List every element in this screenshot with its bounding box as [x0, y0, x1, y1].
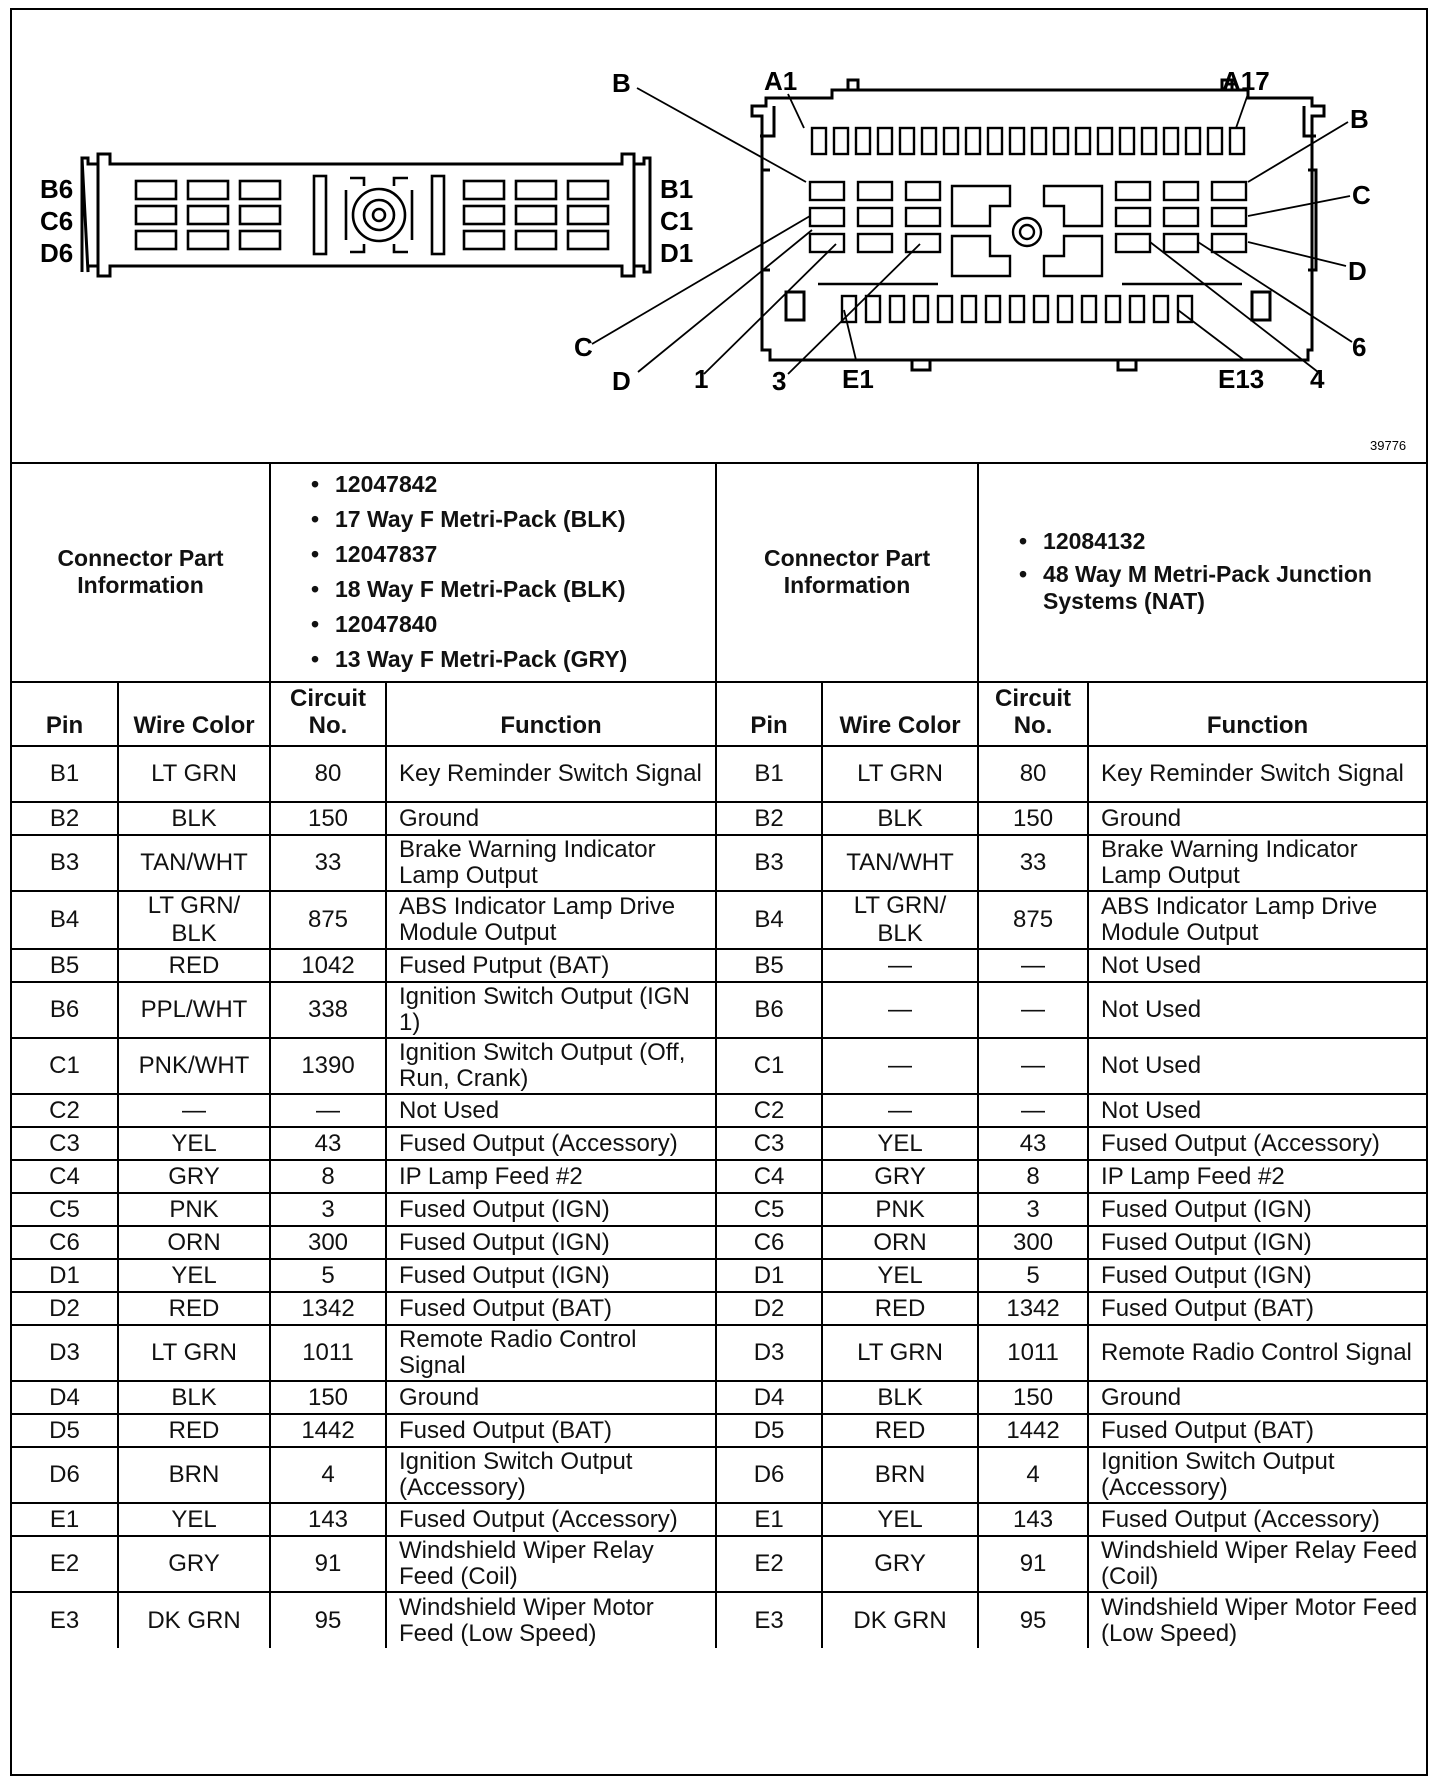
wire-color-cell: —	[118, 1094, 270, 1127]
connector-info-item: • 12047837	[335, 537, 707, 572]
connector-sheet	[10, 8, 1428, 1776]
wire-color-cell: GRY	[118, 1160, 270, 1193]
wire-color-cell: PNK	[822, 1193, 978, 1226]
table-row	[12, 1259, 1426, 1292]
wire-color-cell: —	[822, 1038, 978, 1094]
function-cell: Ground	[386, 802, 716, 835]
wire-color-cell: BRN	[822, 1447, 978, 1503]
wire-color-cell: BLK	[118, 1381, 270, 1414]
circuit-no-cell: 875	[978, 891, 1088, 949]
circuit-no-cell: 95	[270, 1592, 386, 1648]
pin-cell: C5	[716, 1193, 822, 1226]
pin-cell: B5	[716, 949, 822, 982]
table-row	[12, 835, 1426, 891]
pin-cell: B2	[12, 802, 118, 835]
function-cell: Brake Warning Indicator Lamp Output	[1088, 835, 1426, 891]
function-cell: Ground	[386, 1381, 716, 1414]
wire-color-cell: YEL	[118, 1127, 270, 1160]
pin-cell: D3	[12, 1325, 118, 1381]
wire-color-cell: GRY	[822, 1536, 978, 1592]
pin-cell: E1	[12, 1503, 118, 1536]
wire-color-cell: DK GRN	[822, 1592, 978, 1648]
wire-color-cell: —	[822, 949, 978, 982]
wire-color-cell: BLK	[118, 802, 270, 835]
table-row	[12, 1536, 1426, 1592]
function-cell: Key Reminder Switch Signal	[386, 746, 716, 802]
right-label-4: 4	[1310, 364, 1325, 394]
wire-color-cell: LT GRN/ BLK	[822, 891, 978, 949]
wire-color-cell: PPL/WHT	[118, 982, 270, 1038]
pin-cell: D5	[716, 1414, 822, 1447]
left-label-c1: C1	[660, 206, 694, 236]
circuit-no-cell: 150	[270, 802, 386, 835]
circuit-no-cell: 150	[978, 802, 1088, 835]
function-cell: Not Used	[1088, 1094, 1426, 1127]
circuit-no-cell: 300	[270, 1226, 386, 1259]
pin-cell: D2	[12, 1292, 118, 1325]
wire-color-cell: YEL	[822, 1127, 978, 1160]
circuit-no-cell: 80	[270, 746, 386, 802]
pin-cell: C2	[12, 1094, 118, 1127]
pinout-table	[12, 462, 1426, 1648]
pin-cell: C2	[716, 1094, 822, 1127]
pin-cell: D6	[716, 1447, 822, 1503]
pin-cell: D4	[716, 1381, 822, 1414]
wire-color-cell: ORN	[118, 1226, 270, 1259]
circuit-no-cell: 1342	[270, 1292, 386, 1325]
right-label-e13: E13	[1218, 364, 1265, 394]
wire-color-cell: BRN	[118, 1447, 270, 1503]
function-cell: Ignition Switch Output (IGN 1)	[386, 982, 716, 1038]
table-row	[12, 949, 1426, 982]
pin-cell: E2	[12, 1536, 118, 1592]
pin-cell: D1	[12, 1259, 118, 1292]
circuit-no-cell: 3	[270, 1193, 386, 1226]
header-circuit-no: Circuit No.	[270, 682, 386, 746]
function-cell: Windshield Wiper Relay Feed (Coil)	[1088, 1536, 1426, 1592]
circuit-no-cell: —	[270, 1094, 386, 1127]
table-row	[12, 1160, 1426, 1193]
pin-cell: B5	[12, 949, 118, 982]
circuit-no-cell: 95	[978, 1592, 1088, 1648]
circuit-no-cell: 91	[270, 1536, 386, 1592]
circuit-no-cell: —	[978, 1094, 1088, 1127]
connector-info-list-right	[978, 462, 1426, 682]
wire-color-cell: GRY	[118, 1536, 270, 1592]
wire-color-cell: LT GRN	[822, 1325, 978, 1381]
pin-cell: B1	[716, 746, 822, 802]
right-label-c-right: C	[1352, 180, 1371, 210]
pin-cell: D6	[12, 1447, 118, 1503]
circuit-no-cell: 3	[978, 1193, 1088, 1226]
circuit-no-cell: 1042	[270, 949, 386, 982]
pin-cell: B3	[716, 835, 822, 891]
function-cell: Fused Output (IGN)	[1088, 1193, 1426, 1226]
wire-color-cell: BLK	[822, 802, 978, 835]
connector-info-item: • 48 Way M Metri-Pack Junction Systems (NAT)	[1043, 561, 1418, 615]
circuit-no-cell: —	[978, 949, 1088, 982]
circuit-no-cell: 43	[978, 1127, 1088, 1160]
circuit-no-cell: —	[978, 982, 1088, 1038]
pin-cell: D5	[12, 1414, 118, 1447]
circuit-no-cell: 1442	[270, 1414, 386, 1447]
wire-color-cell: RED	[822, 1292, 978, 1325]
function-cell: Fused Output (Accessory)	[1088, 1503, 1426, 1536]
circuit-no-cell: 4	[978, 1447, 1088, 1503]
function-cell: Fused Output (IGN)	[386, 1193, 716, 1226]
pin-cell: D1	[716, 1259, 822, 1292]
right-label-3: 3	[772, 366, 787, 396]
function-cell: IP Lamp Feed #2	[1088, 1160, 1426, 1193]
function-cell: Brake Warning Indicator Lamp Output	[386, 835, 716, 891]
circuit-no-cell: 150	[270, 1381, 386, 1414]
function-cell: Fused Output (Accessory)	[1088, 1127, 1426, 1160]
circuit-no-cell: 338	[270, 982, 386, 1038]
pin-cell: C1	[12, 1038, 118, 1094]
wire-color-cell: YEL	[118, 1259, 270, 1292]
wire-color-cell: BLK	[822, 1381, 978, 1414]
circuit-no-cell: 875	[270, 891, 386, 949]
function-cell: Not Used	[386, 1094, 716, 1127]
circuit-no-cell: 5	[270, 1259, 386, 1292]
connector-info-item: • 13 Way F Metri-Pack (GRY)	[335, 642, 707, 677]
header-wire-color: Wire Color	[822, 682, 978, 746]
connector-info-item: • 18 Way F Metri-Pack (BLK)	[335, 572, 707, 607]
pin-cell: B2	[716, 802, 822, 835]
circuit-no-cell: 80	[978, 746, 1088, 802]
function-cell: ABS Indicator Lamp Drive Module Output	[386, 891, 716, 949]
right-label-c-left: C	[574, 332, 593, 362]
table-row	[12, 982, 1426, 1038]
pin-cell: D4	[12, 1381, 118, 1414]
right-label-a1: A1	[764, 66, 798, 96]
connector-info-item: • 12084132	[1043, 528, 1418, 555]
wire-color-cell: LT GRN	[118, 746, 270, 802]
circuit-no-cell: 143	[270, 1503, 386, 1536]
pin-cell: C6	[12, 1226, 118, 1259]
wire-color-cell: TAN/WHT	[822, 835, 978, 891]
pin-cell: B3	[12, 835, 118, 891]
table-row	[12, 746, 1426, 802]
circuit-no-cell: 1011	[978, 1325, 1088, 1381]
function-cell: Fused Output (BAT)	[1088, 1292, 1426, 1325]
wire-color-cell: PNK	[118, 1193, 270, 1226]
function-cell: Fused Output (IGN)	[386, 1259, 716, 1292]
pin-cell: C1	[716, 1038, 822, 1094]
circuit-no-cell: 1442	[978, 1414, 1088, 1447]
circuit-no-cell: —	[978, 1038, 1088, 1094]
table-row	[12, 1447, 1426, 1503]
table-row	[12, 1094, 1426, 1127]
table-row	[12, 1381, 1426, 1414]
pin-cell: E1	[716, 1503, 822, 1536]
table-row	[12, 802, 1426, 835]
right-label-e1: E1	[842, 364, 874, 394]
pin-cell: C3	[12, 1127, 118, 1160]
pin-cell: B4	[716, 891, 822, 949]
function-cell: Ground	[1088, 802, 1426, 835]
wire-color-cell: YEL	[118, 1503, 270, 1536]
function-cell: Ground	[1088, 1381, 1426, 1414]
left-label-d6: D6	[40, 238, 74, 268]
pin-cell: D3	[716, 1325, 822, 1381]
wire-color-cell: YEL	[822, 1503, 978, 1536]
function-cell: Fused Output (Accessory)	[386, 1503, 716, 1536]
connector-info-item: • 12047842	[335, 467, 707, 502]
wire-color-cell: LT GRN	[118, 1325, 270, 1381]
circuit-no-cell: 300	[978, 1226, 1088, 1259]
wire-color-cell: —	[822, 1094, 978, 1127]
function-cell: Ignition Switch Output (Off, Run, Crank)	[386, 1038, 716, 1094]
function-cell: Remote Radio Control Signal	[386, 1325, 716, 1381]
pin-cell: E3	[12, 1592, 118, 1648]
wire-color-cell: YEL	[822, 1259, 978, 1292]
connector-info-label-right: Connector Part Information	[716, 462, 978, 682]
circuit-no-cell: 33	[270, 835, 386, 891]
right-label-d-left: D	[612, 366, 631, 396]
left-label-d1: D1	[660, 238, 694, 268]
left-label-b1: B1	[660, 174, 694, 204]
function-cell: Fused Putput (BAT)	[386, 949, 716, 982]
circuit-no-cell: 5	[978, 1259, 1088, 1292]
wire-color-cell: RED	[118, 949, 270, 982]
right-label-d-right: D	[1348, 256, 1367, 286]
circuit-no-cell: 8	[978, 1160, 1088, 1193]
header-function: Function	[1088, 682, 1426, 746]
table-row	[12, 1038, 1426, 1094]
table-row	[12, 1292, 1426, 1325]
left-label-c6: C6	[40, 206, 74, 236]
connector-info-label-left: Connector Part Information	[12, 462, 270, 682]
header-function: Function	[386, 682, 716, 746]
circuit-no-cell: 143	[978, 1503, 1088, 1536]
wire-color-cell: RED	[118, 1292, 270, 1325]
function-cell: Fused Output (IGN)	[1088, 1259, 1426, 1292]
wire-color-cell: TAN/WHT	[118, 835, 270, 891]
function-cell: Ignition Switch Output (Accessory)	[386, 1447, 716, 1503]
header-pin: Pin	[12, 682, 118, 746]
table-row	[12, 1503, 1426, 1536]
right-label-6: 6	[1352, 332, 1367, 362]
connector-diagram	[12, 10, 1426, 462]
wire-color-cell: RED	[822, 1414, 978, 1447]
right-label-1: 1	[694, 364, 709, 394]
function-cell: Fused Output (Accessory)	[386, 1127, 716, 1160]
connector-info-row	[12, 462, 1426, 682]
function-cell: Fused Output (BAT)	[386, 1292, 716, 1325]
table-row	[12, 891, 1426, 949]
function-cell: Fused Output (BAT)	[386, 1414, 716, 1447]
pin-cell: E3	[716, 1592, 822, 1648]
wire-color-cell: LT GRN	[822, 746, 978, 802]
function-cell: IP Lamp Feed #2	[386, 1160, 716, 1193]
header-pin: Pin	[716, 682, 822, 746]
table-row	[12, 1414, 1426, 1447]
function-cell: Windshield Wiper Relay Feed (Coil)	[386, 1536, 716, 1592]
pin-cell: B6	[716, 982, 822, 1038]
pin-cell: C4	[12, 1160, 118, 1193]
function-cell: Fused Output (IGN)	[386, 1226, 716, 1259]
function-cell: Not Used	[1088, 982, 1426, 1038]
connector-figure	[12, 10, 1426, 464]
function-cell: Windshield Wiper Motor Feed (Low Speed)	[1088, 1592, 1426, 1648]
wire-color-cell: PNK/WHT	[118, 1038, 270, 1094]
table-row	[12, 1592, 1426, 1648]
connector-info-item: • 12047840	[335, 607, 707, 642]
header-circuit-no: Circuit No.	[978, 682, 1088, 746]
wire-color-cell: ORN	[822, 1226, 978, 1259]
pin-cell: B1	[12, 746, 118, 802]
circuit-no-cell: 1342	[978, 1292, 1088, 1325]
table-row	[12, 1226, 1426, 1259]
circuit-no-cell: 4	[270, 1447, 386, 1503]
circuit-no-cell: 43	[270, 1127, 386, 1160]
figure-number: 39776	[1370, 438, 1407, 453]
table-row	[12, 1193, 1426, 1226]
pin-cell: C6	[716, 1226, 822, 1259]
circuit-no-cell: 33	[978, 835, 1088, 891]
circuit-no-cell: 1390	[270, 1038, 386, 1094]
circuit-no-cell: 150	[978, 1381, 1088, 1414]
function-cell: Not Used	[1088, 949, 1426, 982]
function-cell: Fused Output (BAT)	[1088, 1414, 1426, 1447]
wire-color-cell: LT GRN/ BLK	[118, 891, 270, 949]
right-label-b-top: B	[612, 68, 631, 98]
pin-cell: B6	[12, 982, 118, 1038]
pin-cell: C3	[716, 1127, 822, 1160]
circuit-no-cell: 1011	[270, 1325, 386, 1381]
right-label-a17: A17	[1222, 66, 1270, 96]
function-cell: ABS Indicator Lamp Drive Module Output	[1088, 891, 1426, 949]
header-wire-color: Wire Color	[118, 682, 270, 746]
table-row	[12, 1127, 1426, 1160]
pin-cell: E2	[716, 1536, 822, 1592]
wire-color-cell: RED	[118, 1414, 270, 1447]
wire-color-cell: DK GRN	[118, 1592, 270, 1648]
right-label-b-right: B	[1350, 104, 1369, 134]
connector-info-list-left	[270, 462, 716, 682]
circuit-no-cell: 91	[978, 1536, 1088, 1592]
wire-color-cell: GRY	[822, 1160, 978, 1193]
wire-color-cell: —	[822, 982, 978, 1038]
left-label-b6: B6	[40, 174, 74, 204]
function-cell: Key Reminder Switch Signal	[1088, 746, 1426, 802]
function-cell: Remote Radio Control Signal	[1088, 1325, 1426, 1381]
function-cell: Ignition Switch Output (Accessory)	[1088, 1447, 1426, 1503]
table-row	[12, 1325, 1426, 1381]
function-cell: Windshield Wiper Motor Feed (Low Speed)	[386, 1592, 716, 1648]
function-cell: Not Used	[1088, 1038, 1426, 1094]
connector-info-item: • 17 Way F Metri-Pack (BLK)	[335, 502, 707, 537]
circuit-no-cell: 8	[270, 1160, 386, 1193]
pin-cell: B4	[12, 891, 118, 949]
pin-cell: C4	[716, 1160, 822, 1193]
pin-cell: D2	[716, 1292, 822, 1325]
table-header-row	[12, 682, 1426, 746]
pin-cell: C5	[12, 1193, 118, 1226]
function-cell: Fused Output (IGN)	[1088, 1226, 1426, 1259]
